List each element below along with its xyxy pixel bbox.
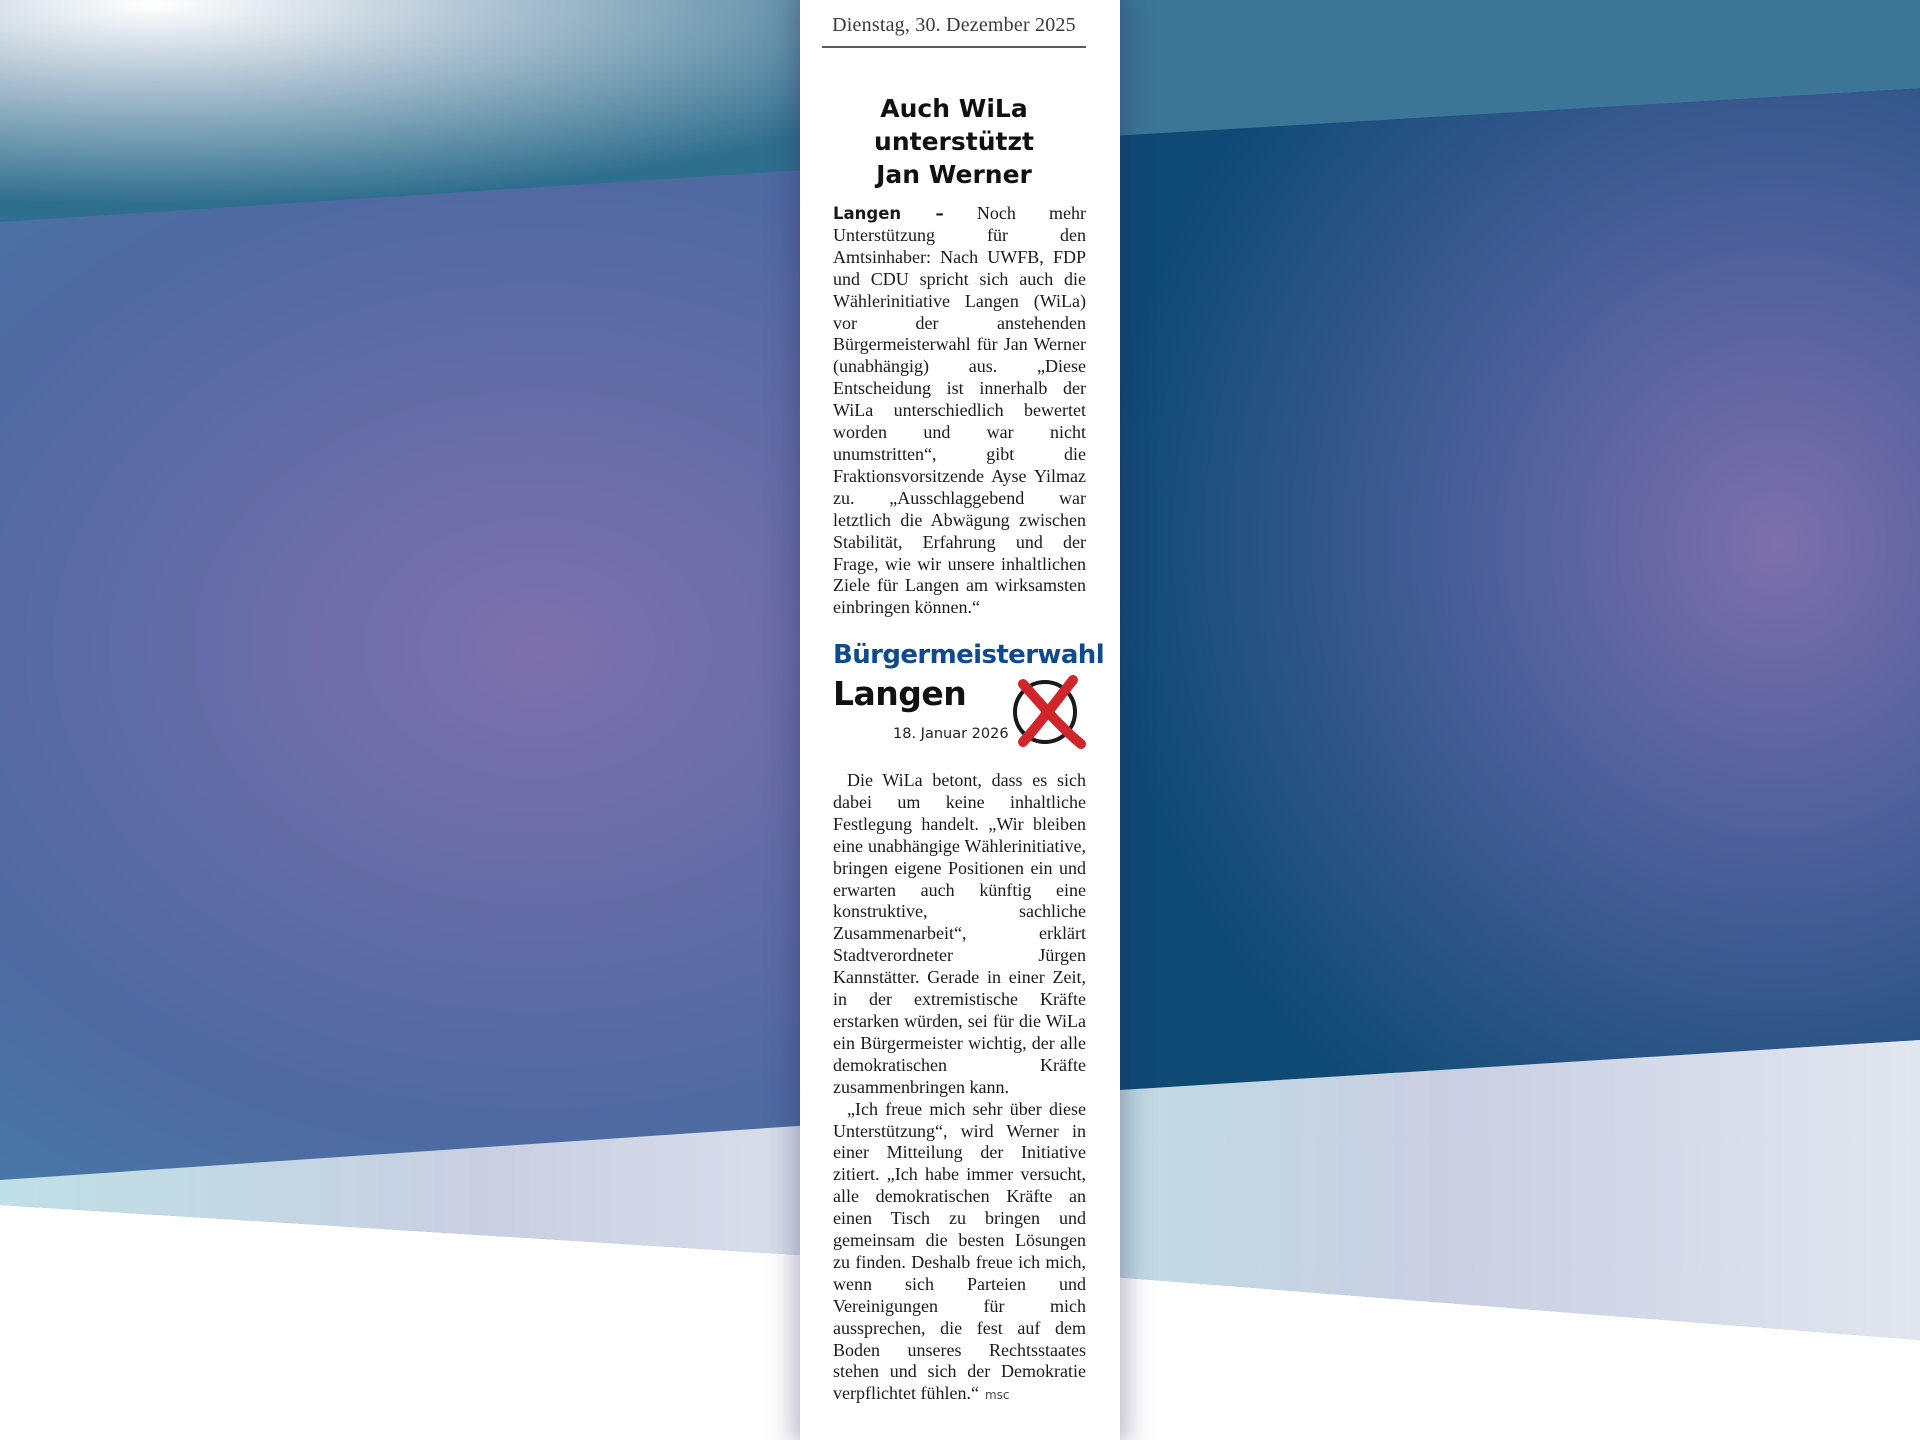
article-headline [822,92,1086,191]
issue-date: Dienstag, 30. Dezember 2025 [832,14,1076,36]
article-body [833,770,1086,1407]
election-date: 18. Januar 2026 [893,726,1009,742]
intro-text: Noch mehr Unterstützung für den Amtsinhaber: Nach UWFB, FDP und CDU spricht sich auch die Wählerinitiative Langen (WiLa) vor der anstehenden Bürgermeisterwahl für Jan Werner (unabhängig) aus. „Diese Entscheidung ist innerhalb der WiLa unterschiedlich bewertet worden und war nicht unumstritten“, gibt die Fraktionsvorsitzende Ayse Yilmaz zu. „Ausschlaggebend war letztlich die Abwägung zwischen Stabilität, Erfahrung und der Frage, wie wir unsere inhaltlichen Ziele für Langen am wirksamsten einbringen können.“ [833,203,1086,618]
ballot-cross-icon [1011,670,1087,750]
headline-line-1: Auch WiLa [880,94,1028,123]
election-logo-city: Langen [833,674,967,713]
election-logo-title: Bürgermeisterwahl [833,640,1105,670]
headline-line-2: unterstützt [874,127,1034,156]
newspaper-clipping [800,0,1120,1440]
body-paragraph-2: Die WiLa betont, dass es sich dabei um keine inhaltliche Festlegung handelt. „Wir bleiben eine unabhängige Wählerinitiative, bringen eigene Positionen ein und erwarten auch künftig eine konstruktive, sachliche Zusammenarbeit“, erklärt Stadtverordneter Jürgen Kannstätter. Gerade in einer Zeit, in der extremistische Kräfte erstarken würden, sei für die WiLa ein Bürgermeister wichtig, der alle demokratischen Kräfte zusammenbringen kann. [833,770,1086,1097]
headline-line-3: Jan Werner [876,160,1032,189]
date-divider [822,46,1086,48]
intro-paragraph [833,203,1086,619]
body-paragraph-3 [833,1099,1086,1408]
article-intro [833,203,1086,619]
author-initials: msc [984,1388,1010,1403]
placeline: Langen – [833,204,944,223]
election-logo [833,640,1105,750]
body-paragraph-3-text: „Ich freue mich sehr über diese Unterstützung“, wird Werner in einer Mitteilung der Initiative zitiert. „Ich habe immer versucht, alle demokratischen Kräfte an einen Tisch zu bringen und gemeinsam die besten Lösungen zu finden. Deshalb freue ich mich, wenn sich Parteien und Vereinigungen für mich aussprechen, die fest auf dem Boden unseres Rechtsstaates stehen und sich der Demokratie verpflichtet fühlen.“ [833,1098,1086,1404]
